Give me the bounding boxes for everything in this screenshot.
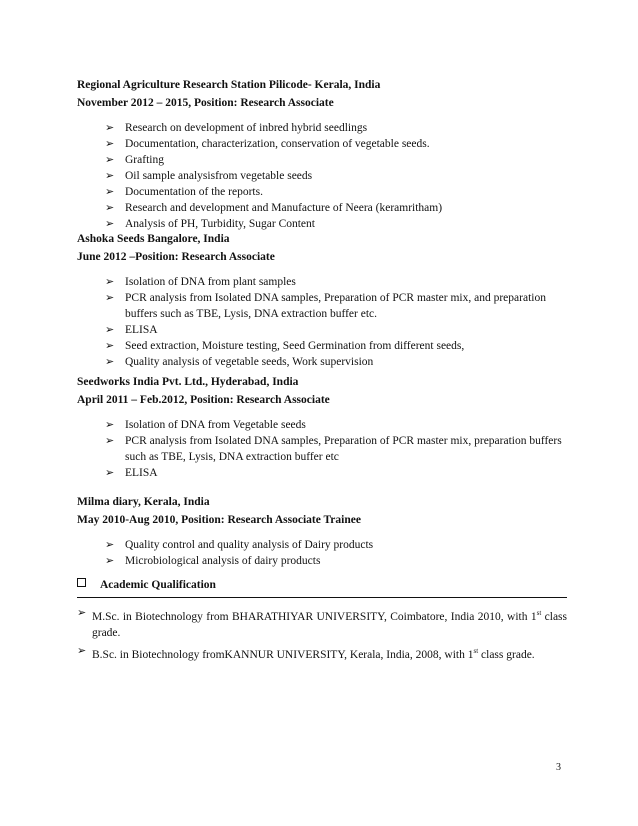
- list-item: [105, 322, 567, 338]
- arrow-bullet-icon: ➢: [105, 154, 115, 166]
- list-item: [105, 120, 567, 136]
- arrow-bullet-icon: ➢: [105, 555, 115, 567]
- arrow-bullet-icon: ➢: [105, 419, 115, 431]
- arrow-bullet-icon: ➢: [105, 276, 115, 288]
- list-item-text: Documentation, characterization, conservation of vegetable seeds.: [125, 138, 430, 150]
- job-period-line: June 2012 –Position: Research Associate: [77, 251, 275, 263]
- arrow-bullet-icon: ➢: [105, 218, 115, 230]
- list-item: [105, 354, 567, 370]
- list-item-text: Isolation of DNA from Vegetable seeds: [125, 419, 306, 431]
- square-bullet-icon: [77, 578, 86, 587]
- list-item-text: PCR analysis from Isolated DNA samples, Preparation of PCR master mix, preparation buffers such as TBE, Lysis, DNA extraction buffer etc: [125, 435, 562, 463]
- list-item-text: ELISA: [125, 467, 158, 479]
- job-duties-list: [77, 417, 567, 481]
- arrow-bullet-icon: ➢: [105, 435, 115, 447]
- msc-text: M.Sc. in Biotechnology from BHARATHIYAR UNIVERSITY, Coimbatore, India 2010, with 1: [92, 610, 537, 623]
- arrow-bullet-icon: ➢: [77, 644, 87, 657]
- arrow-bullet-icon: ➢: [105, 186, 115, 198]
- job-title-line: Ashoka Seeds Bangalore, India: [77, 233, 230, 245]
- job-section-seedworks: [77, 373, 567, 481]
- list-item: [105, 338, 567, 354]
- list-item-text: PCR analysis from Isolated DNA samples, Preparation of PCR master mix, and preparation buffers such as TBE, Lysis, DNA extraction buffer etc.: [125, 292, 546, 320]
- list-item-text: Quality analysis of vegetable seeds, Work supervision: [125, 356, 374, 368]
- job-duties-list: [77, 274, 567, 370]
- list-item-text: Analysis of PH, Turbidity, Sugar Content: [125, 218, 315, 230]
- bsc-text-end: class grade.: [478, 648, 535, 661]
- list-item: [105, 152, 567, 168]
- arrow-bullet-icon: ➢: [105, 122, 115, 134]
- job-section-rars: [77, 76, 567, 232]
- arrow-bullet-icon: ➢: [105, 292, 115, 304]
- job-section-milma: [77, 493, 567, 569]
- arrow-bullet-icon: ➢: [77, 607, 87, 619]
- list-item: [105, 417, 567, 433]
- list-item: [77, 643, 567, 663]
- list-item-text: Research on development of inbred hybrid seedlings: [125, 122, 368, 134]
- list-item: [77, 605, 567, 641]
- list-item-text: Oil sample analysisfrom vegetable seeds: [125, 170, 313, 182]
- list-item: [105, 184, 567, 200]
- list-item: [105, 200, 567, 216]
- page-number: 3: [556, 762, 561, 773]
- arrow-bullet-icon: ➢: [105, 324, 115, 336]
- job-title-line: Regional Agriculture Research Station Pilicode- Kerala, India: [77, 79, 381, 91]
- list-item: [105, 537, 567, 553]
- job-period-line: November 2012 – 2015, Position: Research Associate: [77, 97, 334, 109]
- job-section-ashoka: [77, 230, 567, 370]
- arrow-bullet-icon: ➢: [105, 356, 115, 368]
- list-item: [105, 290, 567, 322]
- job-title-line: Seedworks India Pvt. Ltd., Hyderabad, India: [77, 376, 299, 388]
- arrow-bullet-icon: ➢: [105, 138, 115, 150]
- section-divider: [77, 597, 567, 598]
- job-duties-list: [77, 120, 567, 232]
- arrow-bullet-icon: ➢: [105, 170, 115, 182]
- job-title-line: Milma diary, Kerala, India: [77, 496, 210, 508]
- list-item: [105, 274, 567, 290]
- list-item: [105, 465, 567, 481]
- academic-heading-text: Academic Qualification: [100, 579, 216, 591]
- list-item-text: ELISA: [125, 324, 158, 336]
- list-item-text: Quality control and quality analysis of Dairy products: [125, 539, 374, 551]
- academic-heading: [77, 578, 567, 591]
- msc-ordinal: st: [536, 609, 542, 617]
- arrow-bullet-icon: ➢: [105, 340, 115, 352]
- list-item: [105, 168, 567, 184]
- list-item-text: Isolation of DNA from plant samples: [125, 276, 296, 288]
- list-item-text: Seed extraction, Moisture testing, Seed Germination from different seeds,: [125, 340, 465, 352]
- arrow-bullet-icon: ➢: [105, 467, 115, 479]
- msc-text-end: class grade.: [92, 610, 568, 639]
- list-item: [105, 433, 567, 465]
- list-item-text: Research and development and Manufacture of Neera (keramritham): [125, 202, 443, 214]
- academic-list: [77, 605, 567, 665]
- arrow-bullet-icon: ➢: [105, 202, 115, 214]
- list-item-text: Documentation of the reports.: [125, 186, 263, 198]
- job-duties-list: [77, 537, 567, 569]
- bsc-text: B.Sc. in Biotechnology fromKANNUR UNIVERSITY, Kerala, India, 2008, with 1: [92, 648, 474, 661]
- list-item-text: Grafting: [125, 154, 164, 166]
- arrow-bullet-icon: ➢: [105, 539, 115, 551]
- job-period-line: April 2011 – Feb.2012, Position: Research Associate: [77, 394, 330, 406]
- list-item: [105, 136, 567, 152]
- list-item: [105, 553, 567, 569]
- bsc-ordinal: st: [473, 646, 479, 655]
- list-item-text: Microbiological analysis of dairy products: [125, 555, 321, 567]
- job-period-line: May 2010-Aug 2010, Position: Research Associate Trainee: [77, 514, 361, 526]
